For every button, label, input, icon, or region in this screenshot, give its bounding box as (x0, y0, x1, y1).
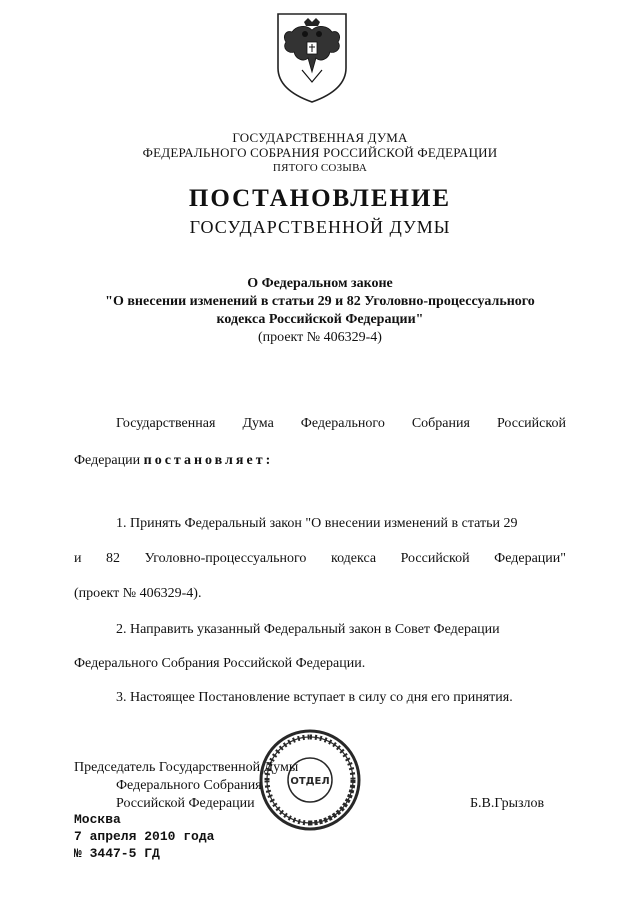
item1-word: Российской (400, 551, 470, 566)
signature-title-line-3: Российской Федерации (116, 796, 255, 811)
item1-word: Федерации" (494, 551, 566, 566)
signatory-name: Б.В.Грызлов (470, 796, 545, 811)
footer-number: № 3447-5 ГД (74, 846, 160, 861)
subject-line-1: О Федеральном законе (247, 276, 393, 291)
item1-line-3: (проект № 406329-4). (74, 586, 202, 601)
intro-decrees: постановляет: (143, 453, 274, 468)
intro-word: Дума (242, 416, 274, 431)
header-assembly: ФЕДЕРАЛЬНОГО СОБРАНИЯ РОССИЙСКОЙ ФЕДЕРАЦИИ (142, 145, 498, 160)
subject-line-2: "О внесении изменений в статьи 29 и 82 Уголовно-процессуального (105, 294, 535, 309)
item1-line-2 (74, 551, 566, 567)
intro-word: Собрания (411, 416, 470, 431)
intro-word: Российской (496, 416, 566, 431)
intro-word: Федерального (300, 416, 385, 431)
signature-title-line-1: Председатель Государственной Думы (74, 760, 299, 775)
item2-line-2: Федерального Собрания Российской Федерации. (74, 656, 366, 671)
document-title: ПОСТАНОВЛЕНИЕ (188, 185, 452, 212)
subject-project-number: (проект № 406329-4) (258, 330, 382, 345)
item2-line-1: 2. Направить указанный Федеральный закон в Совет Федерации (116, 622, 500, 637)
item1-word: кодекса (330, 551, 377, 566)
intro-word: Государственная (116, 416, 216, 431)
item1-word: Уголовно-процессуального (144, 551, 307, 566)
item1-word: 82 (106, 551, 121, 566)
stamp-center-text: ОТДЕЛ (290, 776, 330, 787)
intro-line-2 (74, 453, 273, 469)
header-duma: ГОСУДАРСТВЕННАЯ ДУМА (232, 130, 408, 145)
intro-federation: Федерации (74, 453, 141, 468)
header-convocation: ПЯТОГО СОЗЫВА (272, 162, 368, 174)
footer-city: Москва (74, 812, 121, 827)
official-stamp (258, 728, 362, 832)
document-subtitle: ГОСУДАРСТВЕННОЙ ДУМЫ (189, 217, 451, 237)
item3-line-1: 3. Настоящее Постановление вступает в силу со дня его принятия. (116, 690, 513, 705)
state-emblem-icon (272, 10, 352, 106)
item1-word: и (74, 551, 82, 566)
subject-line-3: кодекса Российской Федерации" (216, 312, 424, 327)
footer-date: 7 апреля 2010 года (74, 829, 215, 844)
intro-line-1 (116, 416, 566, 432)
item1-line-1: 1. Принять Федеральный закон "О внесении изменений в статьи 29 (116, 516, 518, 531)
signature-title-line-2: Федерального Собрания (116, 778, 262, 793)
